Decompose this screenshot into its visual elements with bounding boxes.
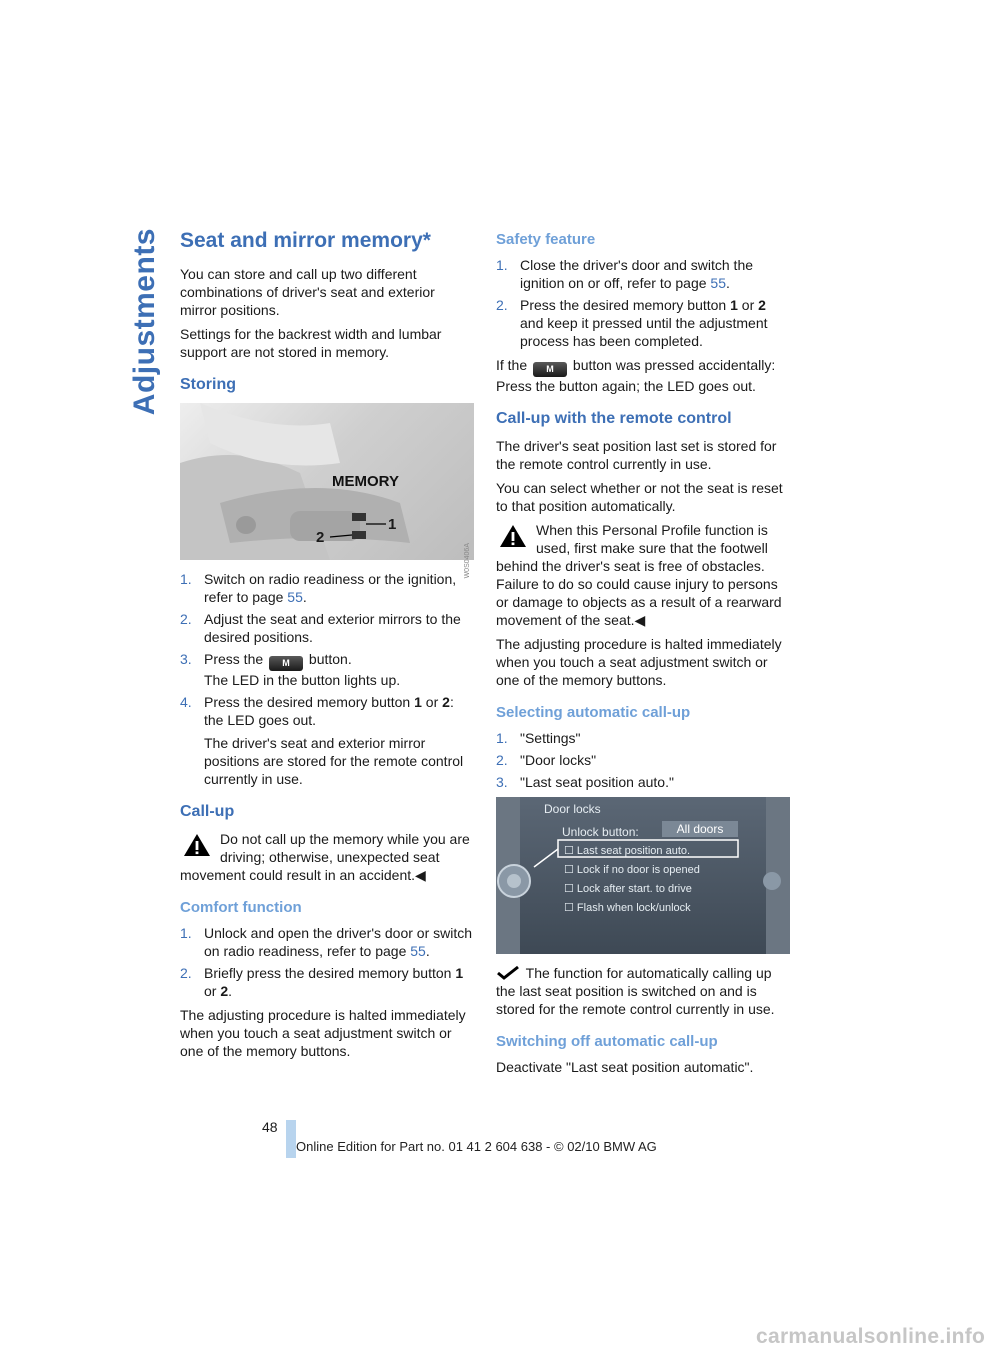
list-item[interactable]: ☐ Last seat position auto. (564, 845, 691, 857)
right-column (496, 228, 790, 1082)
memory-button-icon: M (533, 362, 567, 377)
remote-heading: Call-up with the remote control (496, 410, 732, 427)
side-tab: Adjustments (128, 228, 161, 416)
list-item: 2. Press the desired memory button 1 or 2 and keep it pressed until the adjustment process has been completed. (496, 297, 768, 349)
remote-paragraph-2: You can select whether or not the seat is reset to that position automatically. (496, 480, 783, 514)
comfort-heading: Comfort function (180, 899, 302, 916)
safety-note: If the M button was pressed accidentally: Press the button again; the LED goes out. (496, 357, 776, 394)
figure-code: W0S0406A (464, 543, 471, 579)
select-heading: Selecting automatic call-up (496, 704, 691, 721)
safety-heading: Safety feature (496, 231, 596, 248)
remote-paragraph-3: The adjusting procedure is halted immediately when you touch a seat adjustment switch or one of the memory buttons. (496, 636, 782, 688)
off-text: Deactivate "Last seat position automatic". (496, 1059, 754, 1075)
checkmark-icon (496, 966, 522, 980)
list-item: 2. Adjust the seat and exterior mirrors to the desired positions. (180, 611, 461, 645)
intro-paragraph-1: You can store and call up two different combinations of driver's seat and exterior mirror positions. (180, 266, 435, 318)
memory-label: MEMORY (332, 473, 399, 490)
seat-memory-figure (180, 403, 474, 579)
intro-paragraph-2: Settings for the backrest width and lumbar support are not stored in memory. (180, 326, 442, 360)
left-column (180, 228, 474, 1066)
list-item: 1. Unlock and open the driver's door or switch on radio readiness, refer to page 55. (180, 925, 473, 959)
page-link[interactable]: 55 (410, 943, 426, 959)
watermark: carmanualsonline.info (756, 1325, 985, 1348)
storing-steps (180, 570, 474, 788)
callup-heading: Call-up (180, 803, 235, 820)
list-item[interactable]: ☐ Lock after start. to drive (564, 883, 692, 895)
off-heading: Switching off automatic call-up (496, 1033, 718, 1050)
section-title: Seat and mirror memory* (180, 229, 431, 252)
callout-2: 2 (316, 529, 325, 546)
list-item: 4. Press the desired memory button 1 or 2: the LED goes out. The driver's seat and exterior mirror positions are stored for the remote control currently in use. (180, 694, 464, 787)
door-locks-display (496, 797, 790, 954)
page-link[interactable]: 55 (710, 275, 726, 291)
comfort-note: The adjusting procedure is halted immediately when you touch a seat adjustment switch or one of the memory buttons. (180, 1007, 466, 1059)
storing-heading: Storing (180, 376, 236, 393)
select-steps (496, 729, 790, 791)
memory-button-icon: M (269, 656, 303, 671)
unlock-label: Unlock button: (562, 825, 639, 839)
check-note: The function for automatically calling up the last seat position is switched on and is stored for the remote control currently in use. (496, 965, 775, 1017)
unlock-value[interactable]: All doors (662, 821, 738, 837)
list-item: 2. "Door locks" (496, 752, 597, 768)
remote-warning: When this Personal Profile function is used, first make sure that the footwell behind the driver's seat is free of obstacles. Failure to do so could cause injury to persons or damage to objects as a result of a rearward movement of the seat.◀ (496, 522, 782, 628)
remote-paragraph-1: The driver's seat position last set is stored for the remote control currently in use. (496, 438, 777, 472)
list-item: 1. Switch on radio readiness or the ignition, refer to page 55. (180, 571, 457, 605)
page-link[interactable]: 55 (287, 589, 303, 605)
display-option-list (564, 842, 700, 918)
list-item: 3. "Last seat position auto." (496, 774, 674, 790)
list-item[interactable]: ☐ Flash when lock/unlock (564, 902, 691, 914)
footer-text: Online Edition for Part no. 01 41 2 604 638 - © 02/10 BMW AG (296, 1139, 657, 1154)
page-number: 48 (262, 1119, 278, 1135)
footer-bar (286, 1120, 296, 1158)
list-item: 1. Close the driver's door and switch the ignition on or off, refer to page 55. (496, 257, 754, 291)
list-item: 2. Briefly press the desired memory button 1 or 2. (180, 965, 464, 999)
seat-illustration (180, 403, 474, 560)
display-header: Door locks (544, 802, 601, 816)
callup-warning: Do not call up the memory while you are driving; otherwise, unexpected seat movement could result in an accident.◀ (180, 831, 470, 883)
list-item[interactable]: ☐ Lock if no door is opened (564, 864, 700, 876)
list-item: 1. "Settings" (496, 730, 581, 746)
list-item: 3. Press the M button. The LED in the button lights up. (180, 651, 401, 688)
callout-1: 1 (388, 516, 397, 533)
safety-steps (496, 256, 790, 350)
warning-icon (182, 832, 212, 858)
warning-icon (498, 523, 528, 549)
comfort-steps (180, 924, 474, 1000)
